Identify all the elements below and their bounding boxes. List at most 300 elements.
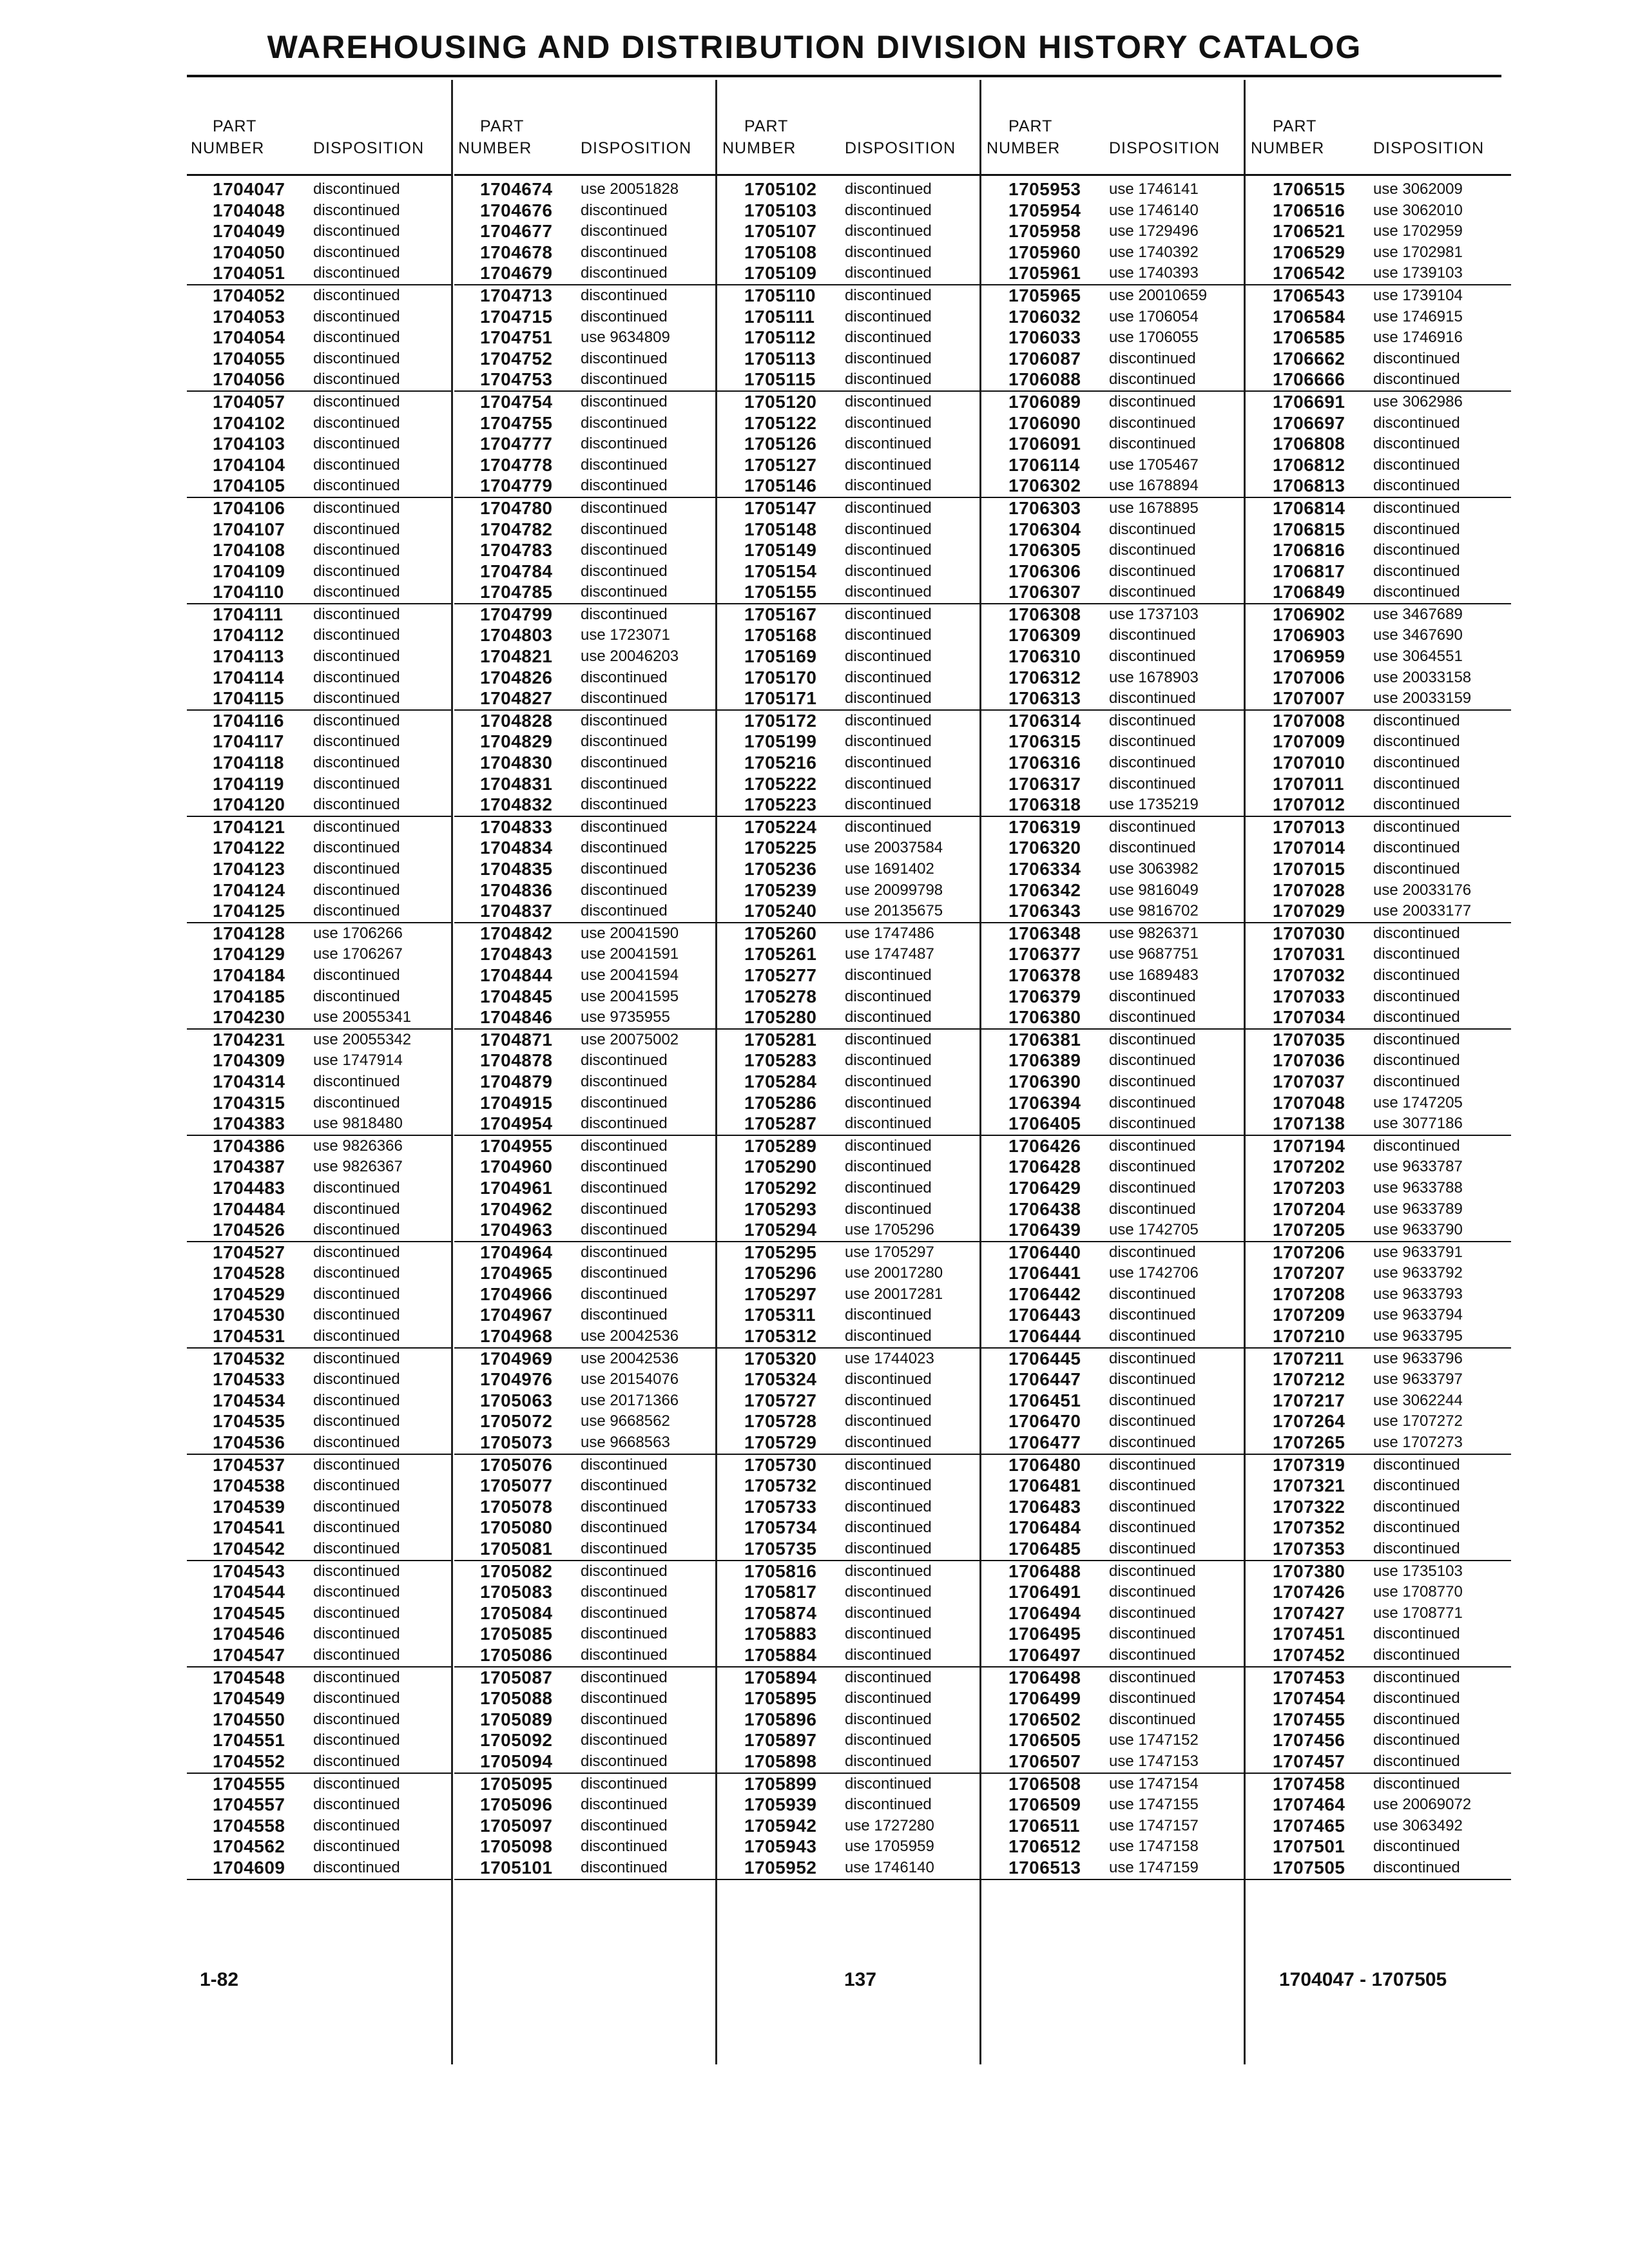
table-row: [454, 1199, 718, 1220]
table-row: [1247, 1730, 1511, 1751]
disposition: use 1708770: [1373, 1583, 1463, 1601]
table-row: [718, 1561, 983, 1582]
part-number: 1706089: [1008, 391, 1081, 412]
part-number: 1704102: [213, 412, 285, 433]
part-number: 1704871: [480, 1029, 553, 1050]
disposition: use 3062010: [1373, 201, 1463, 219]
table-row: [187, 263, 451, 285]
disposition: discontinued: [845, 1456, 932, 1474]
disposition: use 1706054: [1109, 307, 1199, 325]
disposition: discontinued: [313, 1327, 400, 1345]
part-number: 1704541: [213, 1517, 285, 1538]
disposition: discontinued: [845, 1370, 932, 1389]
table-row: [454, 1561, 718, 1582]
table-row: [187, 1624, 451, 1645]
part-number: 1705122: [744, 412, 817, 433]
header-part-label: PART: [744, 117, 789, 135]
table-row: [1247, 838, 1511, 859]
disposition: discontinued: [845, 180, 932, 198]
part-number: 1704827: [480, 688, 553, 709]
part-number: 1706307: [1008, 582, 1081, 602]
disposition: use 1707273: [1373, 1434, 1463, 1452]
table-row: [454, 1178, 718, 1199]
table-row: [1247, 369, 1511, 392]
disposition: use 1705297: [845, 1243, 934, 1261]
table-row: [718, 540, 983, 561]
table-row: [454, 1390, 718, 1412]
table-row: [1247, 1113, 1511, 1136]
part-number: 1706584: [1273, 306, 1345, 327]
disposition: discontinued: [581, 689, 668, 707]
part-number: 1706444: [1008, 1326, 1081, 1347]
catalog-column: [454, 80, 718, 2064]
part-number: 1704055: [213, 348, 285, 369]
part-number: 1704532: [213, 1348, 285, 1369]
disposition: discontinued: [313, 349, 400, 367]
table-row: [1247, 1411, 1511, 1432]
part-number: 1706032: [1008, 306, 1081, 327]
part-number: 1704111: [213, 604, 284, 624]
disposition: use 20042536: [581, 1327, 679, 1345]
disposition: use 1705959: [845, 1838, 934, 1856]
table-row: [983, 1178, 1247, 1199]
disposition: discontinued: [845, 818, 932, 836]
part-number: 1707194: [1273, 1135, 1345, 1156]
part-number: 1705155: [744, 582, 817, 602]
part-number: 1705216: [744, 753, 817, 773]
part-number: 1706343: [1008, 901, 1081, 921]
table-row: [718, 1667, 983, 1689]
disposition: discontinued: [1109, 1030, 1196, 1048]
part-number: 1705088: [480, 1688, 553, 1709]
disposition: discontinued: [845, 1008, 932, 1026]
disposition: discontinued: [581, 1540, 668, 1557]
table-row: [1247, 625, 1511, 646]
disposition: discontinued: [1373, 1731, 1460, 1749]
disposition: use 1747152: [1109, 1731, 1199, 1749]
disposition: discontinued: [581, 1668, 668, 1686]
part-number: 1704529: [213, 1283, 285, 1304]
table-row: [1247, 434, 1511, 455]
table-row: [454, 476, 718, 498]
part-number: 1704783: [480, 540, 553, 561]
disposition: discontinued: [581, 1816, 668, 1834]
table-row: [454, 1709, 718, 1731]
catalog-column: [983, 80, 1247, 2064]
disposition: discontinued: [313, 1072, 400, 1090]
table-row: [718, 476, 983, 498]
disposition: discontinued: [1373, 1540, 1460, 1557]
disposition: discontinued: [581, 1497, 668, 1515]
catalog-column: [718, 80, 983, 2064]
part-number: 1704955: [480, 1135, 553, 1156]
table-row: [983, 1050, 1247, 1072]
part-number: 1706812: [1273, 454, 1345, 475]
part-number: 1705324: [744, 1369, 817, 1390]
part-number: 1705102: [744, 179, 817, 199]
table-row: [1247, 1390, 1511, 1412]
part-number: 1707138: [1273, 1113, 1345, 1134]
part-number: 1706445: [1008, 1348, 1081, 1369]
part-number: 1706319: [1008, 816, 1081, 837]
disposition: discontinued: [845, 392, 932, 410]
disposition: discontinued: [581, 1583, 668, 1601]
table-row: [187, 327, 451, 349]
part-number: 1706405: [1008, 1113, 1081, 1134]
disposition: use 20099798: [845, 881, 943, 899]
part-number: 1706808: [1273, 434, 1345, 454]
part-number: 1705277: [744, 965, 817, 985]
part-number: 1706314: [1008, 710, 1081, 731]
part-number: 1706494: [1008, 1602, 1081, 1623]
part-number: 1704549: [213, 1688, 285, 1709]
disposition: discontinued: [845, 1562, 932, 1580]
table-row: [1247, 604, 1511, 626]
table-row: [718, 1050, 983, 1072]
table-row: [454, 1497, 718, 1518]
disposition: discontinued: [1109, 1327, 1196, 1345]
table-row: [718, 561, 983, 582]
disposition: discontinued: [581, 796, 668, 814]
table-row: [454, 646, 718, 668]
disposition: use 20042536: [581, 1349, 679, 1367]
disposition: discontinued: [581, 1093, 668, 1111]
disposition: discontinued: [313, 1243, 400, 1261]
disposition: discontinued: [1109, 1349, 1196, 1367]
disposition: use 1678895: [1109, 499, 1199, 517]
table-row: [983, 901, 1247, 923]
disposition: use 1746915: [1373, 307, 1463, 325]
part-number: 1707028: [1273, 879, 1345, 900]
disposition: discontinued: [1373, 414, 1460, 432]
table-row: [1247, 1284, 1511, 1305]
disposition: discontinued: [1373, 839, 1460, 857]
disposition: discontinued: [1109, 1093, 1196, 1111]
part-number: 1705126: [744, 434, 817, 454]
part-number: 1704231: [213, 1029, 285, 1050]
part-number: 1705732: [744, 1475, 817, 1496]
part-number: 1704832: [480, 794, 553, 815]
disposition: discontinued: [313, 1391, 400, 1409]
disposition: discontinued: [313, 1752, 400, 1770]
table-row: [983, 794, 1247, 817]
disposition: discontinued: [845, 349, 932, 367]
table-row: [187, 1349, 451, 1370]
disposition: use 20033176: [1373, 881, 1472, 899]
part-number: 1704826: [480, 667, 553, 687]
part-number: 1705295: [744, 1242, 817, 1262]
part-number: 1704122: [213, 838, 285, 858]
disposition: discontinued: [581, 1796, 668, 1814]
part-number: 1704755: [480, 412, 553, 433]
table-row: [983, 1667, 1247, 1689]
disposition: discontinued: [1373, 1774, 1460, 1792]
part-number: 1704116: [213, 710, 284, 731]
table-row: [187, 1794, 451, 1816]
table-row: [454, 1136, 718, 1157]
part-number: 1704674: [480, 179, 553, 199]
table-row: [1247, 753, 1511, 774]
disposition: discontinued: [1109, 1115, 1196, 1133]
disposition: discontinued: [1373, 774, 1460, 793]
part-number: 1705199: [744, 731, 817, 752]
table-row: [1247, 498, 1511, 519]
disposition: discontinued: [1373, 370, 1460, 389]
disposition: discontinued: [581, 370, 668, 389]
disposition: discontinued: [845, 1625, 932, 1643]
part-number: 1705113: [744, 348, 816, 369]
disposition: discontinued: [313, 1838, 400, 1856]
part-number: 1704779: [480, 476, 553, 496]
part-number: 1706509: [1008, 1794, 1081, 1815]
disposition: discontinued: [845, 796, 932, 814]
disposition: discontinued: [1373, 1477, 1460, 1495]
table-row: [1247, 965, 1511, 986]
table-row: [454, 413, 718, 434]
disposition: discontinued: [581, 1562, 668, 1580]
part-number: 1706306: [1008, 561, 1081, 581]
table-row: [983, 476, 1247, 498]
table-row: [187, 901, 451, 923]
disposition: discontinued: [1109, 1497, 1196, 1515]
table-row: [187, 1561, 451, 1582]
part-number: 1707453: [1273, 1667, 1345, 1687]
table-row: [983, 1475, 1247, 1497]
disposition: discontinued: [1373, 541, 1460, 559]
disposition: discontinued: [1373, 1497, 1460, 1515]
table-row: [718, 349, 983, 370]
part-number: 1706381: [1008, 1029, 1081, 1050]
table-row: [718, 1411, 983, 1432]
part-number: 1704538: [213, 1475, 285, 1496]
part-number: 1706516: [1273, 200, 1345, 220]
table-row: [187, 1178, 451, 1199]
disposition: discontinued: [1373, 1710, 1460, 1728]
table-row: [1247, 1220, 1511, 1242]
part-number: 1707206: [1273, 1242, 1345, 1262]
disposition: discontinued: [1109, 562, 1196, 580]
table-row: [718, 242, 983, 264]
disposition: discontinued: [1373, 966, 1460, 984]
disposition: use 1746916: [1373, 329, 1463, 347]
table-row: [1247, 901, 1511, 923]
table-row: [187, 646, 451, 668]
table-row: [983, 965, 1247, 986]
part-number: 1704845: [480, 986, 553, 1006]
header-disposition-label: DISPOSITION: [1373, 139, 1485, 157]
part-number: 1704784: [480, 561, 553, 581]
table-row: [454, 1349, 718, 1370]
disposition: discontinued: [313, 966, 400, 984]
part-number: 1704976: [480, 1369, 553, 1390]
disposition: use 9668562: [581, 1412, 670, 1430]
disposition: discontinued: [313, 1519, 400, 1537]
disposition: discontinued: [581, 243, 668, 261]
part-number: 1707008: [1273, 710, 1345, 731]
part-number: 1705896: [744, 1709, 817, 1729]
part-number: 1707455: [1273, 1709, 1345, 1729]
part-number: 1707464: [1273, 1794, 1345, 1815]
table-row: [454, 1645, 718, 1667]
part-number: 1704230: [213, 1007, 285, 1028]
part-number: 1705961: [1008, 263, 1081, 284]
table-row: [718, 1475, 983, 1497]
disposition: discontinued: [1373, 1646, 1460, 1664]
part-number: 1707265: [1273, 1432, 1345, 1453]
table-row: [718, 1836, 983, 1858]
disposition: discontinued: [1373, 349, 1460, 367]
part-number: 1704753: [480, 369, 553, 390]
part-number: 1705297: [744, 1283, 817, 1304]
disposition: discontinued: [313, 201, 400, 219]
disposition: discontinued: [581, 477, 668, 495]
part-number: 1704108: [213, 540, 285, 561]
header-disposition-label: DISPOSITION: [313, 139, 425, 157]
disposition: discontinued: [313, 1540, 400, 1557]
part-number: 1707207: [1273, 1263, 1345, 1283]
part-number: 1704754: [480, 391, 553, 412]
table-row: [454, 1411, 718, 1432]
disposition: use 9633787: [1373, 1158, 1463, 1176]
table-row: [1247, 711, 1511, 732]
part-number: 1706438: [1008, 1198, 1081, 1219]
disposition: use 1729496: [1109, 222, 1199, 240]
disposition: use 9633789: [1373, 1200, 1463, 1218]
disposition: discontinued: [1109, 1137, 1196, 1155]
header-number-label: NUMBER: [1251, 139, 1325, 157]
table-row: [187, 1432, 451, 1455]
table-row: [983, 1220, 1247, 1242]
part-number: 1705083: [480, 1582, 553, 1602]
part-number: 1706087: [1008, 348, 1081, 369]
disposition: discontinued: [845, 1434, 932, 1452]
part-number: 1704835: [480, 859, 553, 879]
part-number: 1706305: [1008, 540, 1081, 561]
table-row: [1247, 413, 1511, 434]
table-row: [187, 200, 451, 222]
part-number: 1705127: [744, 454, 817, 475]
table-row: [187, 1858, 451, 1880]
disposition: discontinued: [313, 648, 400, 666]
table-row: [187, 1050, 451, 1072]
part-number: 1704562: [213, 1836, 285, 1857]
column-header: [454, 99, 718, 157]
disposition: discontinued: [1373, 796, 1460, 814]
part-number: 1706441: [1008, 1263, 1081, 1283]
part-number: 1707210: [1273, 1326, 1345, 1347]
table-row: [718, 1199, 983, 1220]
disposition: use 20055342: [313, 1030, 412, 1048]
table-row: [454, 1263, 718, 1284]
disposition: discontinued: [313, 605, 400, 623]
table-row: [454, 880, 718, 901]
part-number: 1705089: [480, 1709, 553, 1729]
part-number: 1704544: [213, 1582, 285, 1602]
table-row: [1247, 582, 1511, 604]
disposition: discontinued: [313, 583, 400, 601]
part-number: 1705224: [744, 816, 817, 837]
part-number: 1706389: [1008, 1050, 1081, 1071]
disposition: discontinued: [1109, 370, 1196, 389]
part-number: 1706902: [1273, 604, 1345, 624]
table-row: [1247, 731, 1511, 753]
disposition: discontinued: [1109, 1710, 1196, 1728]
part-number: 1705727: [744, 1390, 817, 1410]
part-number: 1706495: [1008, 1624, 1081, 1644]
disposition: discontinued: [1373, 1519, 1460, 1537]
part-number: 1705280: [744, 1007, 817, 1028]
disposition: use 9826367: [313, 1158, 403, 1176]
table-row: [454, 392, 718, 413]
disposition: use 1747205: [1373, 1093, 1463, 1111]
part-number: 1706543: [1273, 285, 1345, 305]
table-row: [718, 901, 983, 923]
table-row: [983, 944, 1247, 965]
part-number: 1704047: [213, 179, 285, 199]
disposition: discontinued: [1373, 1625, 1460, 1643]
part-number: 1704056: [213, 369, 285, 390]
table-row: [454, 965, 718, 986]
table-row: [187, 455, 451, 476]
disposition: discontinued: [1109, 648, 1196, 666]
disposition: discontinued: [313, 1477, 400, 1495]
part-number: 1704558: [213, 1815, 285, 1836]
part-number: 1704954: [480, 1113, 553, 1134]
part-number: 1704129: [213, 944, 285, 965]
part-number: 1707321: [1273, 1475, 1345, 1496]
table-row: [454, 1688, 718, 1709]
table-row: [983, 1349, 1247, 1370]
part-number: 1706512: [1008, 1836, 1081, 1857]
table-row: [454, 582, 718, 604]
part-number: 1707352: [1273, 1517, 1345, 1538]
disposition: use 1747914: [313, 1052, 403, 1070]
disposition: discontinued: [581, 774, 668, 793]
part-number: 1706428: [1008, 1157, 1081, 1177]
part-number: 1707208: [1273, 1283, 1345, 1304]
table-row: [983, 817, 1247, 838]
disposition: use 20010659: [1109, 286, 1208, 304]
disposition: discontinued: [1373, 1072, 1460, 1090]
table-row: [1247, 285, 1511, 307]
column-divider: [451, 80, 453, 2064]
disposition: use 1746140: [845, 1858, 934, 1876]
part-number: 1705290: [744, 1157, 817, 1177]
table-row: [718, 1497, 983, 1518]
table-row: [454, 1751, 718, 1774]
disposition: discontinued: [845, 562, 932, 580]
disposition: discontinued: [1109, 1668, 1196, 1686]
part-number: 1706394: [1008, 1092, 1081, 1113]
disposition: discontinued: [313, 222, 400, 240]
disposition: discontinued: [1373, 583, 1460, 601]
table-row: [454, 242, 718, 264]
table-row: [718, 263, 983, 285]
title-rule: [187, 75, 1501, 77]
disposition: discontinued: [845, 264, 932, 282]
disposition: discontinued: [1109, 1285, 1196, 1303]
part-number: 1705240: [744, 901, 817, 921]
disposition: discontinued: [313, 1370, 400, 1389]
header-disposition-label: DISPOSITION: [845, 139, 956, 157]
table-row: [718, 880, 983, 901]
table-row: [1247, 179, 1511, 200]
table-row: [187, 1326, 451, 1349]
disposition: discontinued: [845, 329, 932, 347]
table-row: [718, 285, 983, 307]
disposition: discontinued: [581, 1710, 668, 1728]
part-number: 1705816: [744, 1561, 817, 1581]
